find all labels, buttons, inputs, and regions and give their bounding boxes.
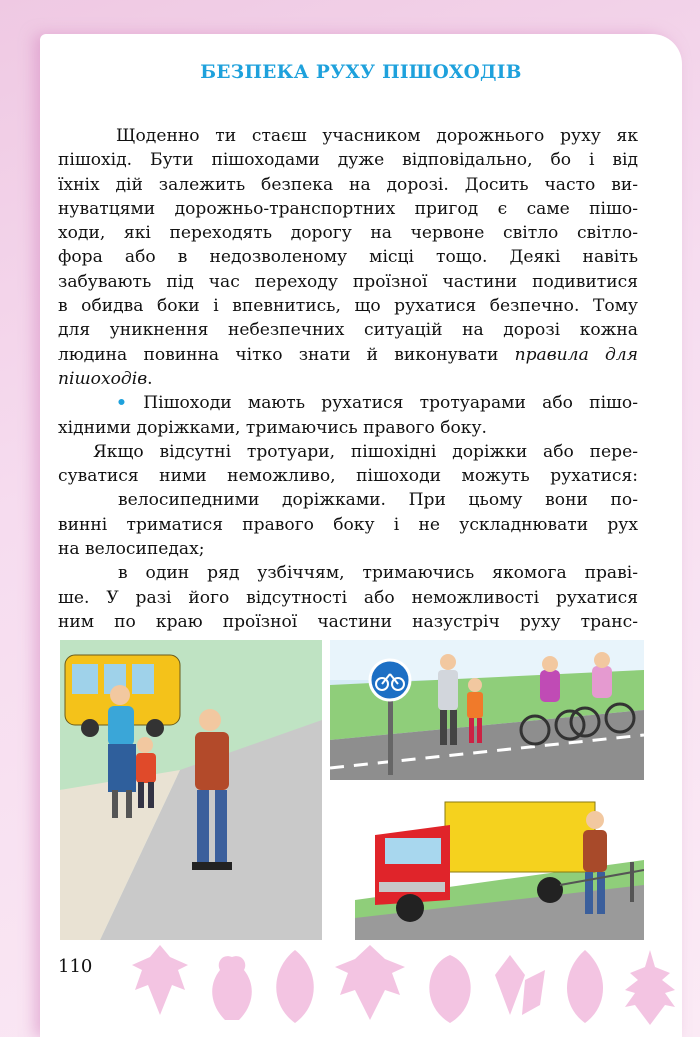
text-line: ше. У разі його відсутності або неможливості рухатися	[58, 587, 638, 608]
fern-leaf-icon	[625, 950, 675, 1025]
paragraph-bike-paths	[58, 488, 638, 561]
text-line: суватися ними неможливо, пішоходи можуть рухатися:	[58, 466, 638, 487]
text-fragment: людина повинна чітко знати й виконувати	[58, 344, 515, 365]
text-line: пішохід. Бути пішоходами дуже відповідально, бо і від	[58, 150, 638, 171]
text-line: ним по краю проїзної частини назустріч руху транс-	[58, 611, 638, 632]
bike-path-scene-image	[330, 640, 644, 780]
birch-leaf-icon	[276, 950, 314, 1023]
text-line: хідними доріжками, тримаючись правого боку.	[58, 417, 487, 438]
paragraph-conditions	[58, 440, 638, 489]
bullet-icon: •	[116, 393, 127, 414]
text-line: Якщо відсутні тротуари, пішохідні доріжки або пере-	[93, 441, 638, 462]
illustrations	[60, 640, 644, 940]
text-fragment: Пішоходи мають рухатися тротуарами або пішо-	[143, 393, 638, 414]
roadside-scene-image	[355, 790, 644, 940]
chestnut-leaf-icon	[495, 955, 545, 1015]
text-line: для уникнення небезпечних ситуацій на дорозі кожна	[58, 320, 638, 341]
illustration-bike-path	[330, 640, 644, 780]
text-line: в один ряд узбіччям, тримаючись якомога праві-	[118, 563, 638, 584]
oak-leaf-icon	[212, 956, 252, 1020]
maple-leaf-icon	[132, 945, 188, 1015]
paragraph-bullet	[58, 391, 638, 440]
sidewalk-scene-image	[60, 640, 322, 940]
rules-term: правила для	[514, 344, 638, 365]
rules-term: пішоходів	[58, 368, 148, 389]
text-line: велосипедними доріжками. При цьому вони по-	[118, 490, 638, 511]
text-line: забувають під час переходу проїзної частини подивитися	[58, 271, 638, 292]
page-title: БЕЗПЕКА РУХУ ПІШОХОДІВ	[200, 62, 522, 83]
text-line: їхніх дій залежить безпека на дорозі. Досить часто ви-	[58, 174, 638, 195]
page-number: 110	[58, 956, 93, 977]
linden-leaf-icon	[429, 955, 470, 1023]
illustration-sidewalk	[60, 640, 322, 940]
text-line: в обидва боки і впевнитись, що рухатися безпечно. Тому	[58, 296, 638, 317]
birch-leaf-icon	[567, 950, 603, 1023]
maple-leaf-icon	[335, 945, 405, 1020]
body-text	[58, 124, 638, 634]
text-line: Щоденно ти стаєш учасником дорожнього руху як	[116, 126, 638, 146]
text-line: фора або в недозволеному місці тощо. Деякі навіть	[58, 247, 638, 268]
text-line	[58, 367, 638, 391]
text-line	[58, 343, 638, 367]
text-line: ходи, які переходять дорогу на червоне світло світло-	[58, 223, 638, 244]
text-line: винні триматися правого боку і не ускладнювати рух	[58, 514, 638, 535]
leaf-decorations	[130, 945, 680, 1030]
illustration-roadside	[355, 790, 644, 940]
paragraph-intro	[58, 124, 638, 391]
text-line: на велосипедах;	[58, 539, 205, 560]
text-line	[58, 391, 638, 415]
text-line: нуватцями дорожньо-транспортних пригод є саме пішо-	[58, 198, 638, 219]
paragraph-roadside	[58, 561, 638, 634]
text-fragment: .	[147, 368, 153, 389]
